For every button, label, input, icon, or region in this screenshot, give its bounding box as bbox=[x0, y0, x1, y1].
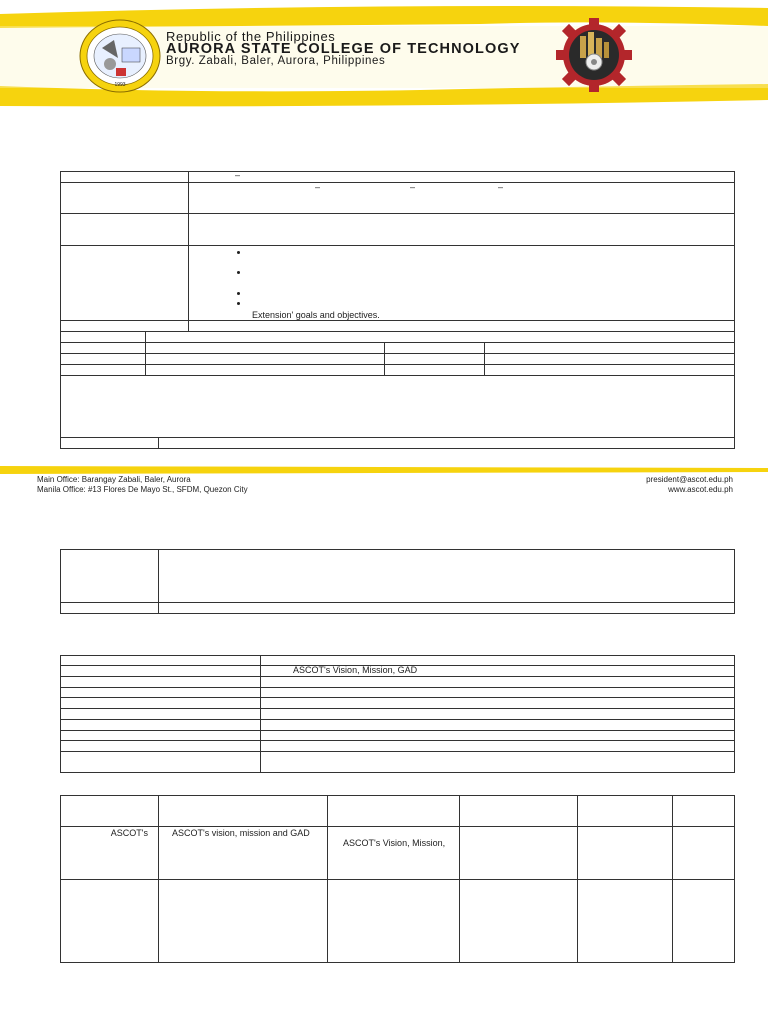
college-seal-logo bbox=[78, 18, 162, 94]
bullet-icon bbox=[237, 251, 240, 254]
signature-table bbox=[60, 549, 735, 614]
bullet-icon bbox=[237, 292, 240, 295]
gear-logo bbox=[556, 18, 632, 92]
footer-manila-office: Manila Office: #13 Flores De Mayo St., SFDM, Quezon City bbox=[37, 485, 248, 494]
header-address: Brgy. Zabali, Baler, Aurora, Philippines bbox=[166, 55, 386, 67]
objectives-text: Extension' goals and objectives. bbox=[252, 310, 380, 320]
bullet-icon bbox=[237, 271, 240, 274]
activities-row-text: ASCOT's Vision, Mission, GAD bbox=[293, 665, 418, 675]
footer-main-office: Main Office: Barangay Zabali, Baler, Aurora bbox=[37, 475, 191, 484]
evaluation-cell-vision: ASCOT's vision, mission and GAD bbox=[172, 828, 310, 838]
footer-band bbox=[0, 466, 768, 474]
bullet-icon bbox=[237, 302, 240, 305]
footer-website-link[interactable]: www.ascot.edu.ph bbox=[668, 485, 733, 494]
header-college-name: AURORA STATE COLLEGE OF TECHNOLOGY bbox=[166, 41, 521, 57]
footer-email-link[interactable]: president@ascot.edu.ph bbox=[646, 475, 733, 484]
svg-text:1993: 1993 bbox=[114, 82, 126, 88]
evaluation-cell-vision-mission: ASCOT's Vision, Mission, bbox=[343, 838, 446, 848]
header-republic: Republic of the Philippines bbox=[166, 29, 336, 44]
evaluation-cell-ascots: ASCOT's bbox=[110, 828, 148, 838]
